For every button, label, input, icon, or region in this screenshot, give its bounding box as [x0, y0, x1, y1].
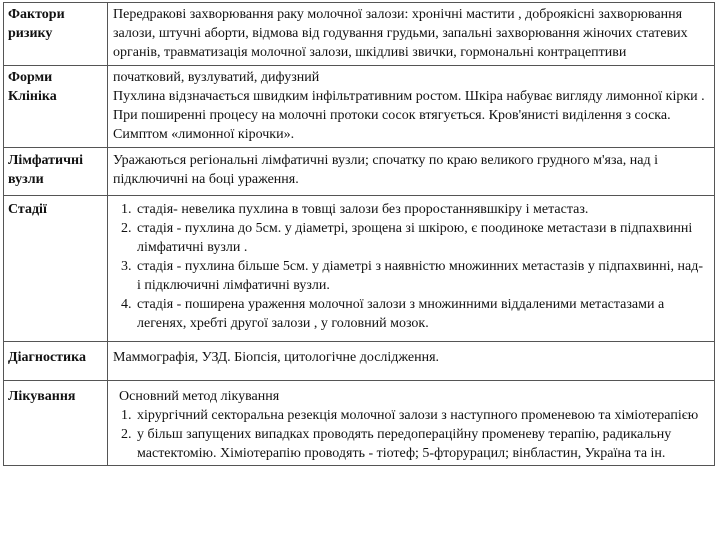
treatment-item-2: 2. у більш запущених випадках проводять передопераційну променеву терапію, радикальну мастектомію. Хіміотерапію проводять - тіотеф; 5-фторурацил; вінбластин, Україна та ін.	[135, 425, 710, 463]
treatment-label: Лікування	[4, 381, 108, 466]
disease-info-table	[3, 2, 715, 466]
treatment-method-heading: Основний метод лікування	[119, 389, 280, 404]
diagnostics-text: Маммографія, УЗД. Біопсія, цитологічне дослідження.	[108, 342, 715, 381]
table-row	[4, 66, 715, 148]
table-row	[4, 3, 715, 66]
forms-clinic-label-cell	[4, 66, 108, 148]
stage-item-1: 1. стадія- невелика пухлина в товщі залози без проростаннявшкіру і метастаз.	[135, 200, 710, 219]
treatment-cell	[108, 381, 715, 466]
clinic-text: Пухлина відзначається швидким інфільтративним ростом. Шкіра набуває вигляду лимонної кірки . При поширенні процесу на молочні протоки сосок втягується. Кров'янисті виділення з соска. Симптом «лимонної кірочки».	[113, 89, 705, 142]
stage-item-2: 2. стадія - пухлина до 5см. у діаметрі, зрощена зі шкірою, є поодиноке метастази в підпахвинні лімфатичні вузли .	[135, 219, 710, 257]
risk-factors-text: Передракові захворювання раку молочної залози: хронічні мастити , доброякісні захворювання залози, штучні аборти, відмова від годування грудьми, запальні захворювання жіночих статевих органів, травматизація молочної залози, шкідливі звички, гормональні контрацептиви	[108, 3, 715, 66]
clinic-label: Клініка	[8, 89, 57, 104]
forms-label: Форми	[8, 70, 53, 85]
stages-list	[113, 200, 710, 333]
diagnostics-label: Діагностика	[4, 342, 108, 381]
table-row	[4, 381, 715, 466]
forms-clinic-text-cell	[108, 66, 715, 148]
lymph-nodes-text: Уражаються регіональні лімфатичні вузли; спочатку по краю великого грудного м'яза, над і підключичні на боці ураження.	[108, 148, 715, 196]
stage-item-4: 4. стадія - поширена ураження молочної залози з множинними віддаленими метастазами а легенях, хребті другої залози , у головний мозок.	[135, 295, 710, 333]
table-row	[4, 342, 715, 381]
treatment-list	[113, 406, 710, 463]
stage-item-3: 3. стадія - пухлина більше 5см. у діаметрі з наявністю множинних метастазів у підпахвинні, над- і підключичні лімфатичні вузли.	[135, 257, 710, 295]
stages-cell	[108, 196, 715, 342]
lymph-nodes-label: Лімфатичні вузли	[4, 148, 108, 196]
risk-factors-label: Фактори ризику	[4, 3, 108, 66]
treatment-item-1: 1. хірургічний секторальна резекція молочної залози з наступного променевою та хіміотерапією	[135, 406, 710, 425]
table-row	[4, 196, 715, 342]
table-row	[4, 148, 715, 196]
stages-label: Стадії	[4, 196, 108, 342]
forms-text: початковий, вузлуватий, дифузний	[113, 70, 320, 85]
